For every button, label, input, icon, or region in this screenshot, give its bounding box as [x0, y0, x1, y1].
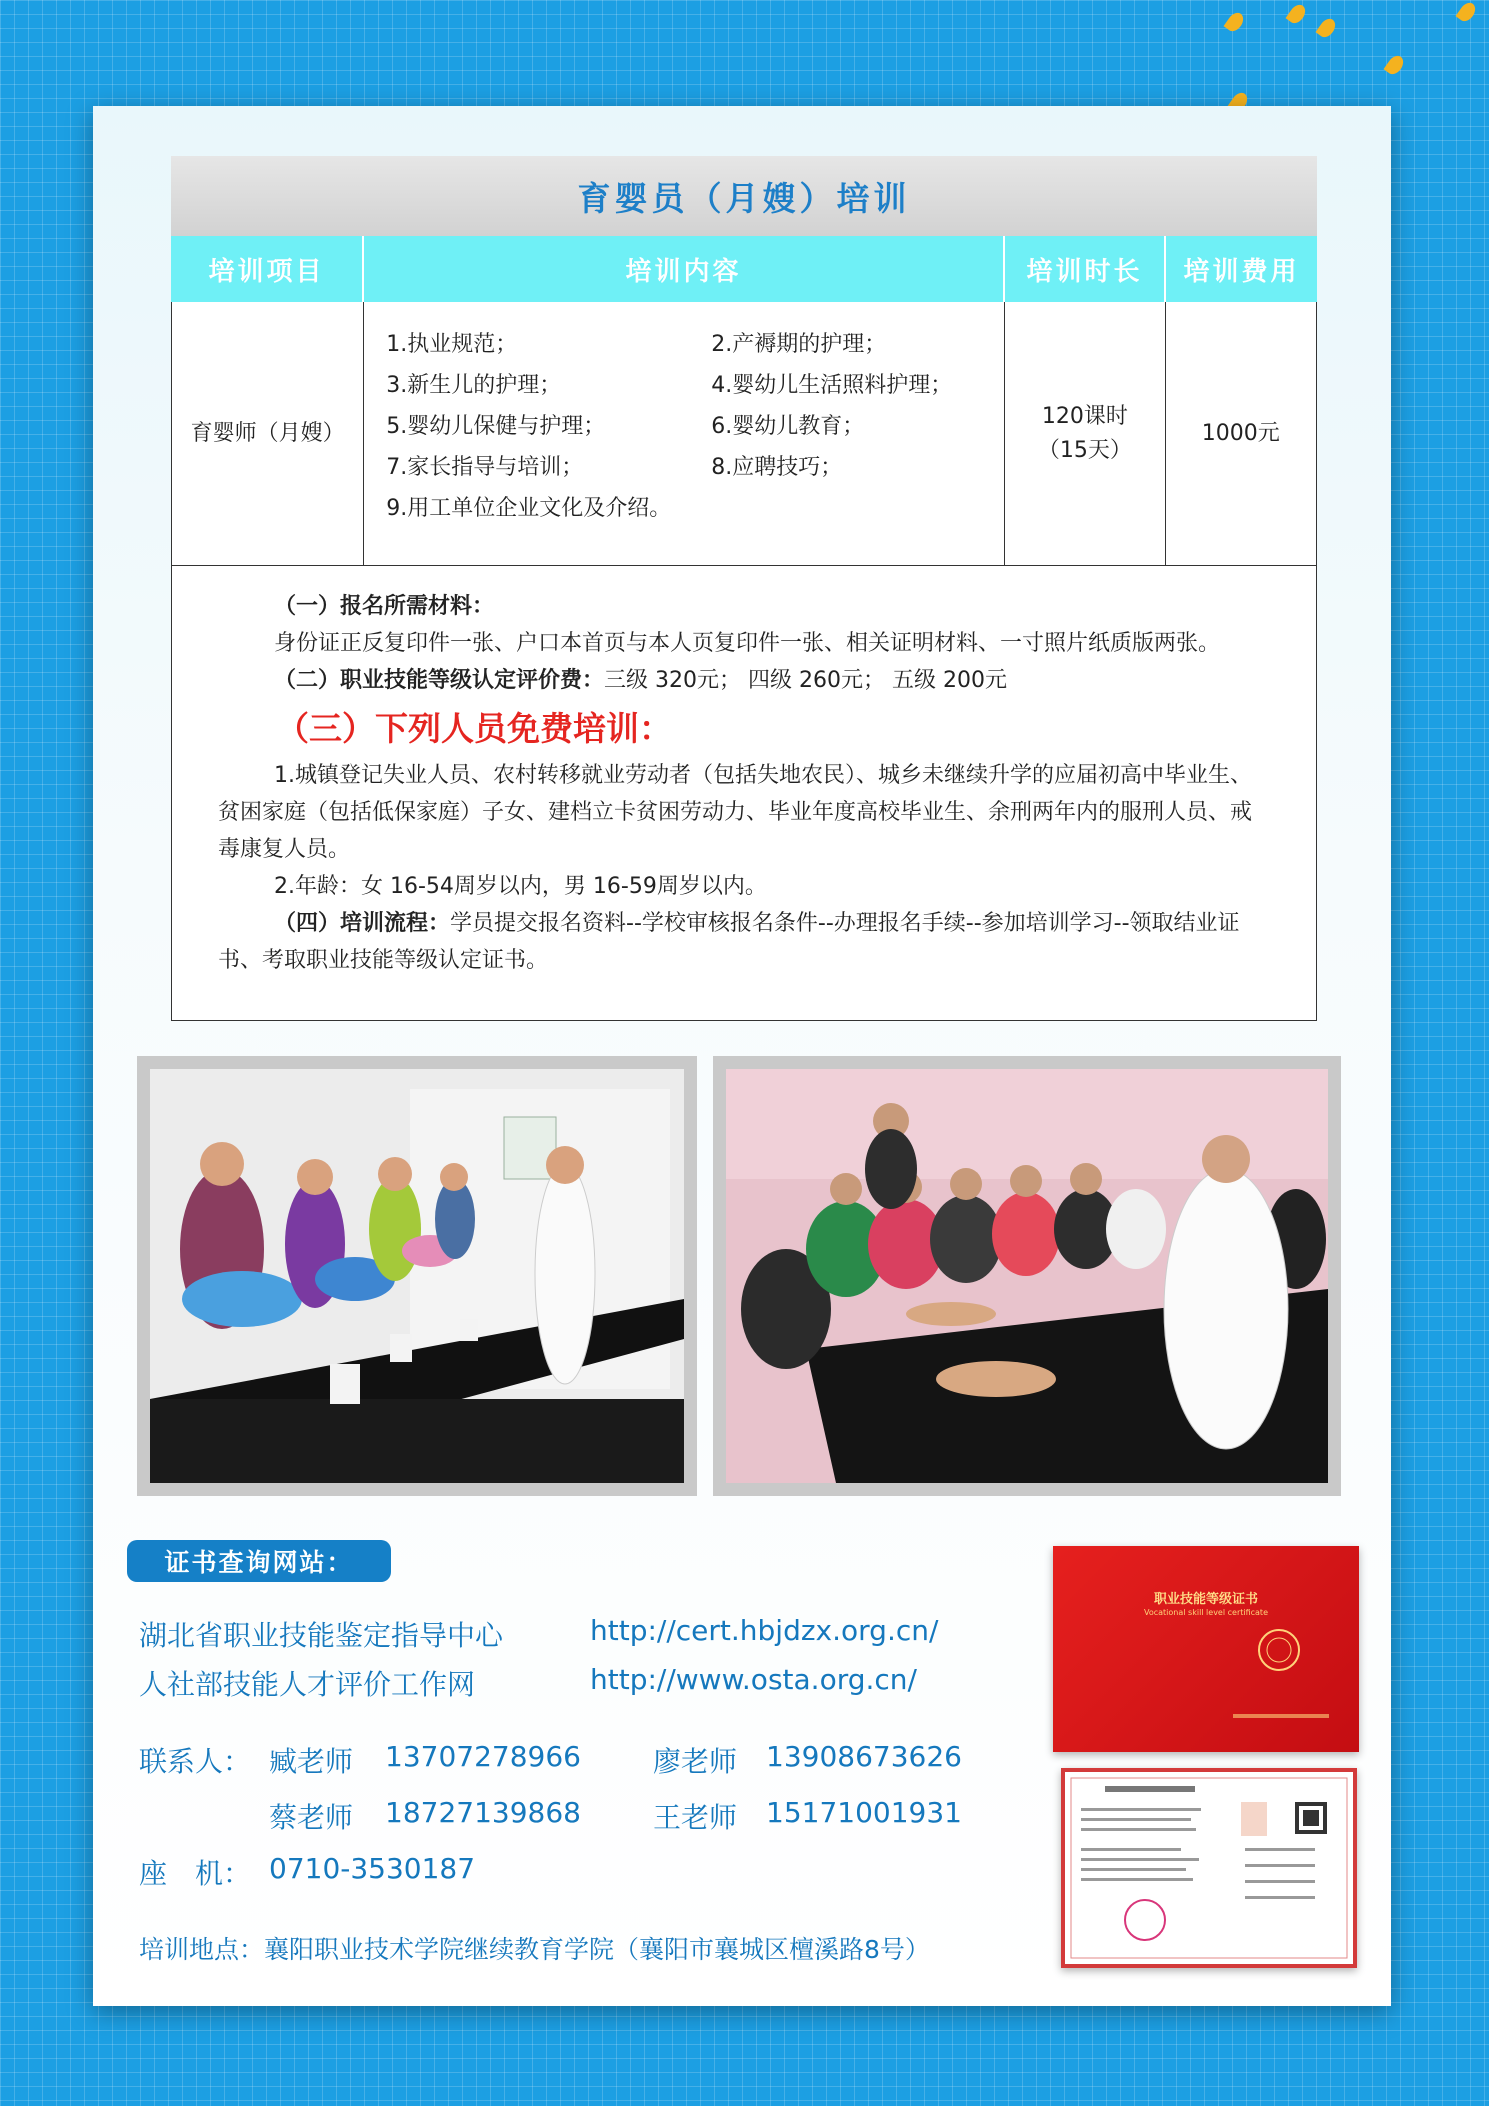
training-address: 培训地点：襄阳职业技术学院继续教育学院（襄阳市襄城区檀溪路8号）	[139, 1935, 930, 1964]
content-item: 8.应聘技巧；	[711, 455, 843, 480]
process-text: 学员提交报名资料--学校审核报名条件--办理报名手续--参加培训学习--领取结业证书、考取职业技能等级认定证书。	[218, 911, 1240, 973]
certificate-inner-illustration	[1065, 1772, 1353, 1964]
cell-content	[364, 302, 1005, 565]
cert-cover-line	[1233, 1714, 1329, 1718]
site2-name: 人社部技能人才评价工作网	[139, 1668, 476, 1701]
landline-label: 座 机：	[139, 1857, 252, 1890]
content-item: 3.新生儿的护理；	[386, 373, 562, 398]
process-title: （四）培训流程：	[274, 911, 451, 936]
contact-name: 王老师	[653, 1801, 738, 1834]
content-item: 4.婴幼儿生活照料护理；	[711, 373, 953, 398]
cert-query-badge: 证书查询网站：	[127, 1540, 391, 1582]
leaf-decoration	[1316, 16, 1339, 40]
cert-seal-icon	[1257, 1628, 1301, 1672]
free-training-item-2: 2.年龄：女 16-54周岁以内，男 16-59周岁以内。	[274, 874, 767, 899]
site1-name: 湖北省职业技能鉴定指导中心	[139, 1619, 504, 1652]
leaf-decoration	[1456, 0, 1479, 24]
content-item: 6.婴幼儿教育；	[711, 414, 865, 439]
site1-url[interactable]: http://cert.hbjdzx.org.cn/	[590, 1614, 939, 1647]
table-title: 育婴员（月嫂）培训	[171, 156, 1317, 236]
cert-cover-title: 职业技能等级证书	[1153, 1592, 1258, 1607]
cell-duration	[1005, 302, 1165, 565]
contact-phone: 13908673626	[766, 1740, 962, 1773]
content-item: 9.用工单位企业文化及介绍。	[386, 496, 672, 521]
content-item: 2.产褥期的护理；	[711, 332, 887, 357]
materials-text: 身份证正反复印件一张、户口本首页与本人页复印件一张、相关证明材料、一寸照片纸质版两张。	[274, 631, 1221, 656]
fee-title: （二）职业技能等级认定评价费：	[274, 668, 605, 693]
contact-name: 蔡老师	[269, 1801, 354, 1834]
contact-name: 廖老师	[653, 1745, 738, 1778]
header-duration: 培训时长	[1005, 236, 1166, 302]
content-item: 1.执业规范；	[386, 332, 518, 357]
classroom-practice-photo	[150, 1069, 684, 1483]
certificate-cover	[1053, 1546, 1359, 1752]
training-photo-left	[137, 1056, 697, 1496]
free-training-item-1: 1.城镇登记失业人员、农村转移就业劳动者（包括失地农民）、城乡未继续升学的应届初高中毕业生、贫困家庭（包括低保家庭）子女、建档立卡贫困劳动力、毕业年度高校毕业生、余刑两年内的服刑人员、戒毒康复人员。	[218, 763, 1253, 862]
materials-title: （一）报名所需材料：	[274, 594, 495, 619]
table-header	[171, 236, 1317, 302]
table-row	[171, 302, 1317, 566]
training-photo-right	[713, 1056, 1341, 1496]
contact-label: 联系人：	[139, 1745, 252, 1778]
cell-fee: 1000元	[1201, 420, 1280, 446]
training-table	[171, 156, 1317, 1021]
contact-phone: 18727139868	[385, 1796, 581, 1829]
landline-number: 0710-3530187	[269, 1852, 476, 1885]
lecture-demo-photo	[726, 1069, 1328, 1483]
notes-box	[171, 566, 1317, 1021]
contact-phone: 15171001931	[766, 1796, 962, 1829]
cert-cover-subtitle: Vocational skill level certificate	[1144, 1608, 1268, 1617]
content-item: 7.家长指导与培训；	[386, 455, 584, 480]
header-content: 培训内容	[364, 236, 1005, 302]
site2-url[interactable]: http://www.osta.org.cn/	[590, 1663, 917, 1696]
leaf-decoration	[1286, 2, 1309, 26]
leaf-decoration	[1224, 10, 1247, 34]
duration-hours: 120课时	[1041, 403, 1128, 429]
contact-phone: 13707278966	[385, 1740, 581, 1773]
free-training-title: （三）下列人员免费培训：	[276, 709, 672, 748]
cell-project: 育婴师（月嫂）	[172, 302, 364, 565]
header-fee: 培训费用	[1183, 256, 1300, 287]
certificate-inner	[1061, 1768, 1357, 1968]
content-item: 5.婴幼儿保健与护理；	[386, 414, 606, 439]
flyer-card	[93, 106, 1391, 2006]
duration-days: （15天）	[1037, 437, 1132, 463]
leaf-decoration	[1384, 53, 1407, 77]
contact-name: 臧老师	[269, 1745, 354, 1778]
header-project: 培训项目	[171, 236, 364, 302]
fee-text: 三级 320元； 四级 260元； 五级 200元	[604, 668, 1007, 693]
